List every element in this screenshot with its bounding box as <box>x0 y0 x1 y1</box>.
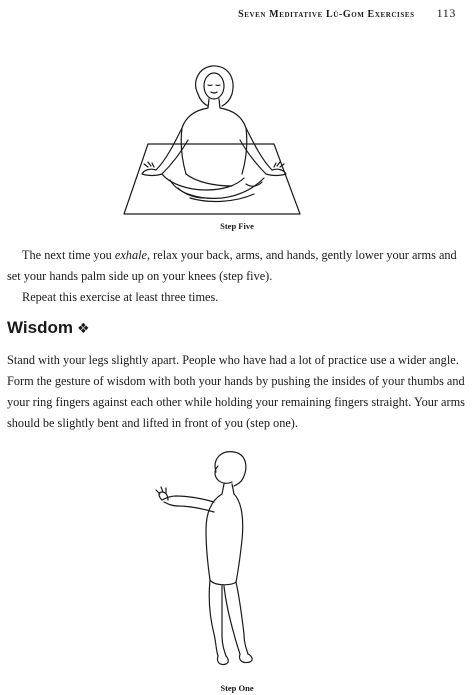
right-hand <box>266 169 286 175</box>
torso <box>181 99 209 174</box>
right-leg <box>224 586 240 654</box>
hips <box>210 580 236 585</box>
paragraph-wisdom-instructions: Stand with your legs slightly apart. People who have had a lot of practice use a wider angle. Form the gesture of wisdom with both your hands by pushing the insides of your thumbs and your ring fingers against each other while holding your remaining fingers straight. Your arms should be slightly bent and lifted in front of you (step one). <box>7 353 465 430</box>
figure-caption-step-five: Step Five <box>220 221 254 231</box>
upper-arm <box>176 496 214 502</box>
left-arm <box>156 128 182 170</box>
face <box>204 73 224 99</box>
paragraph-exhale-start: The next time you <box>22 248 115 262</box>
forearm <box>162 496 176 500</box>
step-five-illustration <box>0 52 474 217</box>
figure-caption-step-one: Step One <box>220 683 254 693</box>
emphasis-exhale: exhale, <box>114 248 151 262</box>
face <box>215 466 232 483</box>
section-heading-wisdom <box>7 318 90 338</box>
right-foot <box>239 654 252 663</box>
step-one-illustration <box>0 450 474 680</box>
neck <box>222 484 234 494</box>
ornament-icon: ❖ <box>76 320 90 336</box>
running-title: Seven Meditative Lü-Gom Exercises <box>238 9 415 20</box>
section-heading-text: Wisdom <box>7 318 73 337</box>
torso <box>206 494 222 580</box>
paragraph-exhale-end: relax your back, arms, and hands, gently lower your arms and set your hands palm side up on your knees (step five). <box>7 248 457 283</box>
paragraph-exhale <box>7 245 467 287</box>
running-head <box>180 6 456 21</box>
page-number: 113 <box>436 6 456 20</box>
left-foot <box>217 656 228 665</box>
left-leg <box>209 580 218 656</box>
right-arm <box>246 128 272 170</box>
paragraph-repeat: Repeat this exercise at least three times. <box>22 290 219 304</box>
left-hand <box>142 169 162 175</box>
mat-outline <box>124 144 300 214</box>
